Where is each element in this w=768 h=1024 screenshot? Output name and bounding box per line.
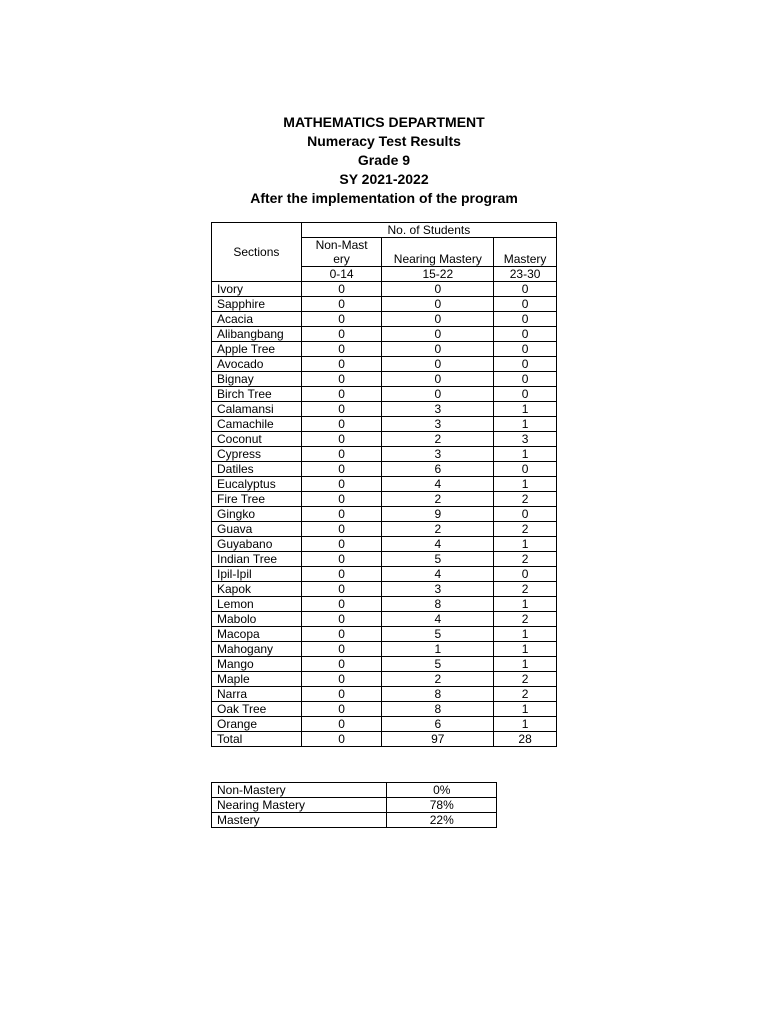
non-mastery-count: 0 (301, 522, 382, 537)
non-mastery-count: 0 (301, 342, 382, 357)
table-row (212, 552, 557, 567)
mastery-count: 1 (494, 402, 557, 417)
mastery-count: 1 (494, 717, 557, 732)
section-name: Orange (212, 717, 302, 732)
non-mastery-count: 0 (301, 282, 382, 297)
non-mastery-count: 0 (301, 552, 382, 567)
total-mastery: 28 (494, 732, 557, 747)
table-row (212, 567, 557, 582)
nearing-mastery-count: 5 (382, 552, 494, 567)
mastery-count: 0 (494, 372, 557, 387)
nearing-mastery-count: 2 (382, 492, 494, 507)
table-row (212, 432, 557, 447)
nearing-mastery-count: 8 (382, 702, 494, 717)
nearing-mastery-count: 0 (382, 372, 494, 387)
total-nearing-mastery: 97 (382, 732, 494, 747)
mastery-count: 1 (494, 627, 557, 642)
non-mastery-header: Non-Mastery (301, 238, 382, 267)
mastery-count: 0 (494, 327, 557, 342)
nearing-mastery-count: 2 (382, 672, 494, 687)
section-name: Fire Tree (212, 492, 302, 507)
table-row (212, 372, 557, 387)
section-name: Sapphire (212, 297, 302, 312)
section-name: Cypress (212, 447, 302, 462)
summary-percent: 22% (387, 813, 497, 828)
non-mastery-count: 0 (301, 447, 382, 462)
mastery-count: 0 (494, 342, 557, 357)
section-name: Mahogany (212, 642, 302, 657)
nearing-mastery-count: 4 (382, 567, 494, 582)
non-mastery-count: 0 (301, 687, 382, 702)
non-mastery-count: 0 (301, 537, 382, 552)
mastery-count: 1 (494, 702, 557, 717)
section-name: Eucalyptus (212, 477, 302, 492)
department-title: MATHEMATICS DEPARTMENT (283, 114, 485, 130)
non-mastery-count: 0 (301, 432, 382, 447)
nearing-mastery-count: 0 (382, 282, 494, 297)
section-name: Avocado (212, 357, 302, 372)
nearing-mastery-count: 4 (382, 477, 494, 492)
nearing-mastery-count: 3 (382, 417, 494, 432)
mastery-count: 1 (494, 447, 557, 462)
section-name: Birch Tree (212, 387, 302, 402)
mastery-header: Mastery (494, 238, 557, 267)
mastery-count: 0 (494, 462, 557, 477)
table-row (212, 447, 557, 462)
nearing-mastery-count: 0 (382, 297, 494, 312)
nearing-mastery-range: 15-22 (382, 267, 494, 282)
section-name: Mabolo (212, 612, 302, 627)
section-name: Bignay (212, 372, 302, 387)
section-name: Macopa (212, 627, 302, 642)
section-name: Guava (212, 522, 302, 537)
mastery-count: 2 (494, 582, 557, 597)
total-label: Total (212, 732, 302, 747)
results-body (212, 282, 557, 732)
non-mastery-count: 0 (301, 357, 382, 372)
mastery-count: 2 (494, 552, 557, 567)
non-mastery-count: 0 (301, 567, 382, 582)
nearing-mastery-count: 4 (382, 612, 494, 627)
non-mastery-count: 0 (301, 507, 382, 522)
table-row (212, 342, 557, 357)
results-table (211, 222, 557, 747)
table-row (212, 507, 557, 522)
nearing-mastery-count: 0 (382, 387, 494, 402)
mastery-count: 1 (494, 597, 557, 612)
table-row (212, 402, 557, 417)
summary-label: Non-Mastery (212, 783, 387, 798)
students-group-header: No. of Students (301, 223, 556, 238)
non-mastery-count: 0 (301, 492, 382, 507)
mastery-count: 2 (494, 492, 557, 507)
non-mastery-count: 0 (301, 657, 382, 672)
table-row (212, 297, 557, 312)
table-row (212, 687, 557, 702)
section-name: Alibangbang (212, 327, 302, 342)
summary-row (212, 783, 497, 798)
summary-label: Nearing Mastery (212, 798, 387, 813)
non-mastery-count: 0 (301, 402, 382, 417)
non-mastery-range: 0-14 (301, 267, 382, 282)
sections-header: Sections (212, 223, 302, 282)
table-row (212, 327, 557, 342)
nearing-mastery-count: 4 (382, 537, 494, 552)
section-name: Calamansi (212, 402, 302, 417)
mastery-count: 0 (494, 507, 557, 522)
section-name: Lemon (212, 597, 302, 612)
section-name: Kapok (212, 582, 302, 597)
mastery-count: 1 (494, 537, 557, 552)
section-name: Camachile (212, 417, 302, 432)
non-mastery-count: 0 (301, 597, 382, 612)
section-name: Mango (212, 657, 302, 672)
nearing-mastery-count: 0 (382, 342, 494, 357)
table-row (212, 387, 557, 402)
nearing-mastery-header: Nearing Mastery (382, 238, 494, 267)
total-row (212, 732, 557, 747)
table-row (212, 282, 557, 297)
report-title: Numeracy Test Results (307, 133, 461, 149)
school-year-title: SY 2021-2022 (339, 171, 429, 187)
nearing-mastery-count: 0 (382, 327, 494, 342)
non-mastery-count: 0 (301, 627, 382, 642)
mastery-count: 2 (494, 522, 557, 537)
mastery-count: 2 (494, 687, 557, 702)
non-mastery-count: 0 (301, 717, 382, 732)
section-name: Guyabano (212, 537, 302, 552)
table-row (212, 702, 557, 717)
section-name: Apple Tree (212, 342, 302, 357)
mastery-count: 2 (494, 672, 557, 687)
mastery-count: 0 (494, 282, 557, 297)
nearing-mastery-count: 3 (382, 402, 494, 417)
summary-row (212, 798, 497, 813)
mastery-count: 1 (494, 477, 557, 492)
summary-percent: 78% (387, 798, 497, 813)
table-row (212, 582, 557, 597)
non-mastery-count: 0 (301, 672, 382, 687)
section-name: Ivory (212, 282, 302, 297)
mastery-count: 1 (494, 642, 557, 657)
nearing-mastery-count: 2 (382, 522, 494, 537)
mastery-count: 0 (494, 297, 557, 312)
summary-body (212, 783, 497, 828)
summary-table (211, 782, 497, 828)
mastery-count: 1 (494, 417, 557, 432)
table-row (212, 417, 557, 432)
table-row (212, 477, 557, 492)
summary-label: Mastery (212, 813, 387, 828)
mastery-count: 0 (494, 387, 557, 402)
table-row (212, 672, 557, 687)
nearing-mastery-count: 9 (382, 507, 494, 522)
document-header (0, 113, 768, 208)
non-mastery-count: 0 (301, 417, 382, 432)
mastery-count: 1 (494, 657, 557, 672)
mastery-count: 0 (494, 567, 557, 582)
summary-row (212, 813, 497, 828)
mastery-count: 0 (494, 312, 557, 327)
table-row (212, 612, 557, 627)
non-mastery-count: 0 (301, 582, 382, 597)
table-row (212, 657, 557, 672)
summary-percent: 0% (387, 783, 497, 798)
non-mastery-count: 0 (301, 462, 382, 477)
section-name: Ipil-Ipil (212, 567, 302, 582)
section-name: Indian Tree (212, 552, 302, 567)
total-non-mastery: 0 (301, 732, 382, 747)
non-mastery-count: 0 (301, 477, 382, 492)
non-mastery-count: 0 (301, 372, 382, 387)
nearing-mastery-count: 1 (382, 642, 494, 657)
non-mastery-count: 0 (301, 642, 382, 657)
program-title: After the implementation of the program (250, 190, 518, 206)
nearing-mastery-count: 8 (382, 597, 494, 612)
section-name: Gingko (212, 507, 302, 522)
section-name: Datiles (212, 462, 302, 477)
mastery-count: 3 (494, 432, 557, 447)
nearing-mastery-count: 6 (382, 717, 494, 732)
nearing-mastery-count: 8 (382, 687, 494, 702)
nearing-mastery-count: 3 (382, 447, 494, 462)
non-mastery-count: 0 (301, 327, 382, 342)
non-mastery-count: 0 (301, 612, 382, 627)
nearing-mastery-count: 0 (382, 312, 494, 327)
section-name: Coconut (212, 432, 302, 447)
nearing-mastery-count: 5 (382, 657, 494, 672)
table-row (212, 522, 557, 537)
section-name: Oak Tree (212, 702, 302, 717)
section-name: Narra (212, 687, 302, 702)
table-row (212, 462, 557, 477)
non-mastery-count: 0 (301, 297, 382, 312)
table-row (212, 642, 557, 657)
nearing-mastery-count: 3 (382, 582, 494, 597)
section-name: Maple (212, 672, 302, 687)
nearing-mastery-count: 5 (382, 627, 494, 642)
grade-title: Grade 9 (357, 152, 411, 168)
table-row (212, 537, 557, 552)
table-row (212, 627, 557, 642)
mastery-range: 23-30 (494, 267, 557, 282)
non-mastery-count: 0 (301, 702, 382, 717)
nearing-mastery-count: 0 (382, 357, 494, 372)
table-row (212, 357, 557, 372)
table-row (212, 312, 557, 327)
table-row (212, 597, 557, 612)
non-mastery-count: 0 (301, 312, 382, 327)
mastery-count: 2 (494, 612, 557, 627)
mastery-count: 0 (494, 357, 557, 372)
nearing-mastery-count: 2 (382, 432, 494, 447)
table-row (212, 717, 557, 732)
table-row (212, 492, 557, 507)
section-name: Acacia (212, 312, 302, 327)
non-mastery-count: 0 (301, 387, 382, 402)
nearing-mastery-count: 6 (382, 462, 494, 477)
